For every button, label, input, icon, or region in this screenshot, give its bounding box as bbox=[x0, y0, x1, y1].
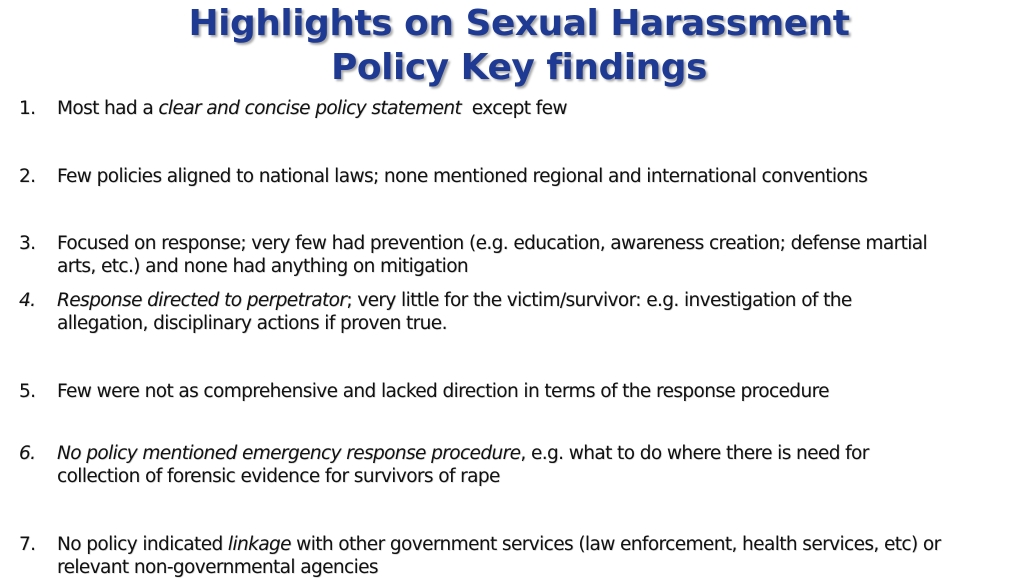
finding-text-tail: with other government services (law enforcement, health services, etc) or bbox=[290, 534, 941, 555]
finding-number: 4. bbox=[19, 290, 36, 311]
finding-text: Few policies aligned to national laws; none mentioned regional and international conventions bbox=[57, 166, 868, 187]
finding-emphasis: Response directed to perpetrator bbox=[57, 290, 347, 311]
finding-text-line-1 bbox=[57, 289, 1024, 312]
finding-number: 1. bbox=[19, 98, 36, 119]
finding-text-line-2: arts, etc.) and none had anything on mitigation bbox=[57, 256, 469, 277]
finding-text-tail: except few bbox=[461, 98, 567, 119]
slide-title-line-1: Highlights on Sexual Harassment bbox=[188, 3, 850, 44]
finding-text-lead: Most had a bbox=[57, 98, 159, 119]
finding-number: 7. bbox=[19, 534, 36, 555]
finding-number: 3. bbox=[19, 233, 36, 254]
slide-title-line-2: Policy Key findings bbox=[331, 47, 707, 88]
finding-text-tail: , e.g. what to do where there is need for bbox=[520, 443, 869, 464]
finding-text-line-1 bbox=[57, 442, 1024, 465]
finding-text-line-2: allegation, disciplinary actions if proven true. bbox=[57, 313, 447, 334]
finding-text bbox=[57, 442, 1024, 488]
finding-text: Few were not as comprehensive and lacked direction in terms of the response procedure bbox=[57, 381, 829, 402]
finding-number: 6. bbox=[19, 443, 36, 464]
finding-emphasis: clear and concise policy statement bbox=[158, 98, 462, 119]
finding-text bbox=[57, 232, 1024, 278]
finding-text-lead: No policy indicated bbox=[57, 534, 228, 555]
finding-text-line-2: relevant non-governmental agencies bbox=[57, 557, 378, 578]
finding-text-line-2: collection of forensic evidence for survivors of rape bbox=[57, 466, 500, 487]
finding-emphasis: linkage bbox=[227, 534, 291, 555]
finding-text bbox=[57, 97, 1024, 120]
finding-emphasis: No policy mentioned emergency response procedure bbox=[57, 443, 521, 464]
finding-number: 2. bbox=[19, 166, 36, 187]
slide-title bbox=[0, 2, 1024, 90]
finding-text bbox=[57, 289, 1024, 335]
finding-number: 5. bbox=[19, 381, 36, 402]
finding-text-line-1 bbox=[57, 533, 1024, 556]
finding-text bbox=[57, 533, 1024, 579]
finding-text-tail: ; very little for the victim/survivor: e.g. investigation of the bbox=[346, 290, 852, 311]
finding-text-line-1: Focused on response; very few had prevention (e.g. education, awareness creation; defense martial bbox=[57, 233, 928, 254]
